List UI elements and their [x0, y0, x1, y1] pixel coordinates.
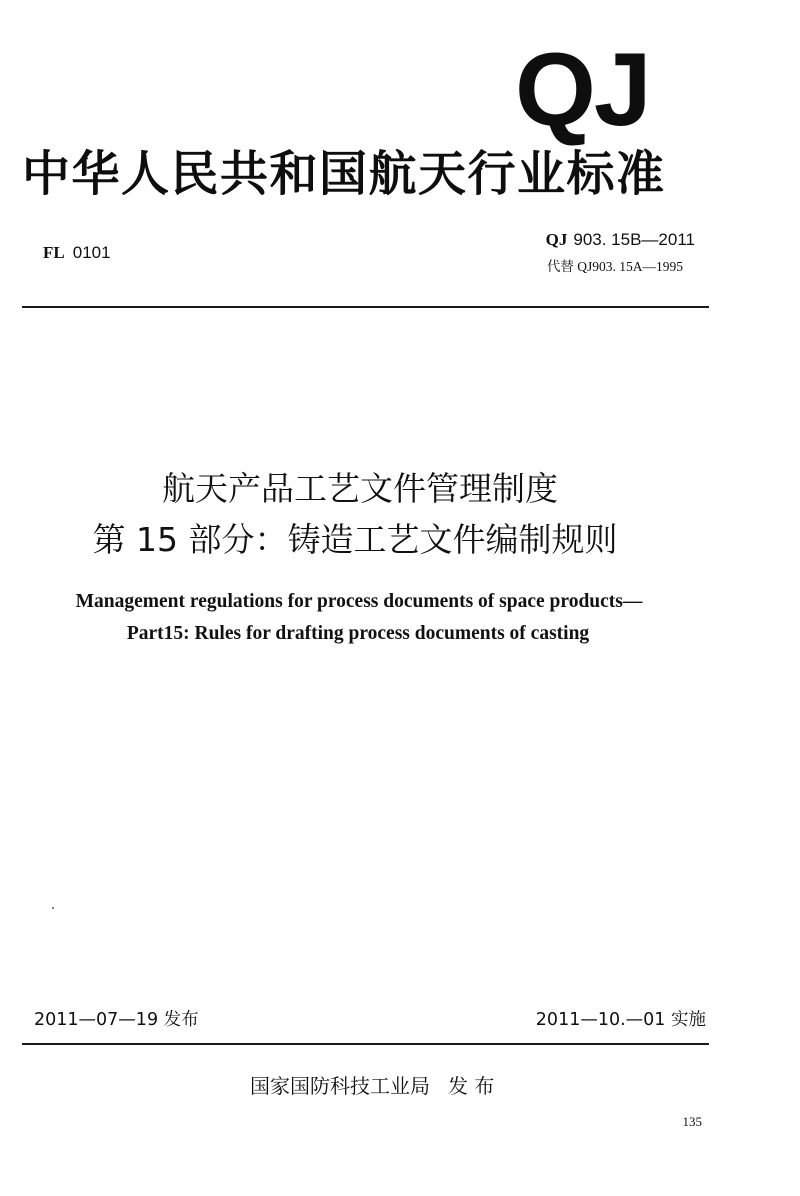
issue-date: 2011—07—19 发布	[34, 1010, 199, 1030]
page-number: 135	[682, 1114, 702, 1129]
fl-prefix: FL	[43, 243, 65, 262]
fl-classification-code	[43, 244, 111, 262]
scan-speck	[52, 907, 54, 909]
qj-logo: QJ	[515, 32, 650, 148]
header-divider	[22, 306, 709, 308]
chinese-title-line-2: 第 15 部分：铸造工艺文件编制规则	[92, 520, 618, 559]
standard-number-value: 903. 15B—2011	[573, 230, 695, 249]
english-title-line-2: Part15: Rules for drafting process documents of casting	[126, 623, 590, 644]
footer-divider	[22, 1043, 709, 1045]
standard-number	[546, 231, 695, 249]
publish-label: 发 布	[448, 1074, 495, 1098]
replaces-standard: 代替 QJ903. 15A—1995	[546, 259, 683, 274]
issuer-name: 国家国防科技工业局	[250, 1074, 430, 1098]
standard-number-prefix: QJ	[545, 230, 568, 249]
fl-number: 0101	[72, 243, 111, 262]
standard-title: 中华人民共和国航天行业标准	[22, 146, 666, 202]
english-title-line-1: Management regulations for process documents of space products—	[75, 591, 643, 612]
issuer-line	[250, 1076, 494, 1096]
chinese-title-line-1: 航天产品工艺文件管理制度	[162, 469, 558, 508]
implementation-date: 2011—10.—01 实施	[535, 1010, 706, 1030]
